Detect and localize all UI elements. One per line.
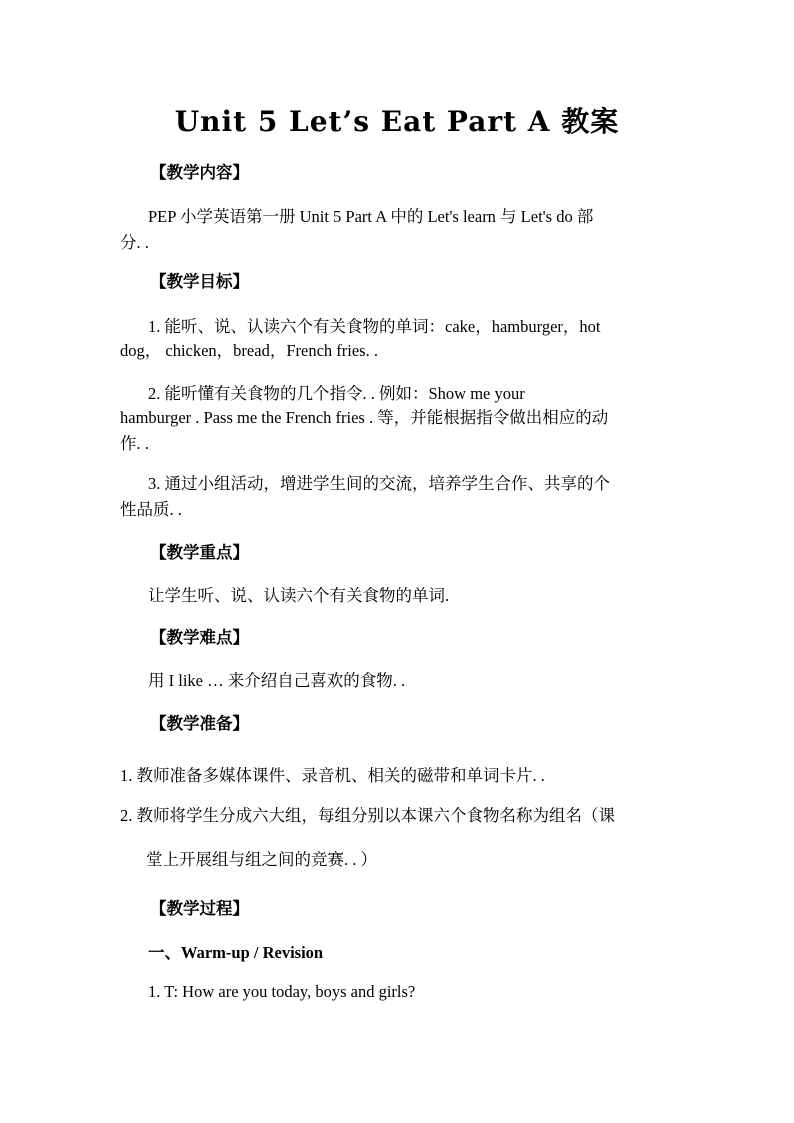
key-points-text: 让学生听、说、认读六个有关食物的单词. xyxy=(148,586,450,605)
preparation-heading: 【教学准备】 xyxy=(150,714,249,733)
step-1-line-1: 1. T: How are you today, boys and girls? xyxy=(148,982,416,1001)
preparation-item-2-line-1: 2. 教师将学生分成六大组，每组分别以本课六个食物名称为组名（课 xyxy=(120,806,615,825)
key-points-heading: 【教学重点】 xyxy=(150,543,249,562)
goal-1-line-2: dog， chicken，bread，French fries. . xyxy=(120,341,378,360)
goal-3-line-2: 性品质. . xyxy=(120,500,182,519)
content-text-line-1: PEP 小学英语第一册 Unit 5 Part A 中的 Let's learn 与 Let's do 部 xyxy=(148,207,594,226)
preparation-item-1: 1. 教师准备多媒体课件、录音机、相关的磁带和单词卡片. . xyxy=(120,766,545,785)
goal-2-line-3: 作. . xyxy=(120,434,149,453)
preparation-item-2-line-2: 堂上开展组与组之间的竞赛. . ） xyxy=(146,850,377,869)
goal-3-line-1: 3. 通过小组活动，增进学生间的交流，培养学生合作、共享的个 xyxy=(148,474,610,493)
difficult-points-heading: 【教学难点】 xyxy=(150,628,249,647)
difficult-points-text: 用 I like … 来介绍自己喜欢的食物. . xyxy=(148,671,406,690)
goal-2-line-1: 2. 能听懂有关食物的几个指令. . 例如：Show me your xyxy=(148,384,525,403)
content-text-line-2: 分. . xyxy=(120,233,149,252)
content-heading: 【教学内容】 xyxy=(150,163,249,182)
document-title: Unit 5 Let’s Eat Part A 教案 xyxy=(174,105,620,138)
process-heading: 【教学过程】 xyxy=(150,899,249,918)
step-1-heading: 一、Warm-up / Revision xyxy=(148,943,324,962)
goals-heading: 【教学目标】 xyxy=(150,272,249,291)
goal-2-line-2: hamburger . Pass me the French fries . 等，并能根据指令做出相应的动 xyxy=(120,408,609,427)
goal-1-line-1: 1. 能听、说、认读六个有关食物的单词：cake，hamburger，hot xyxy=(148,317,601,336)
